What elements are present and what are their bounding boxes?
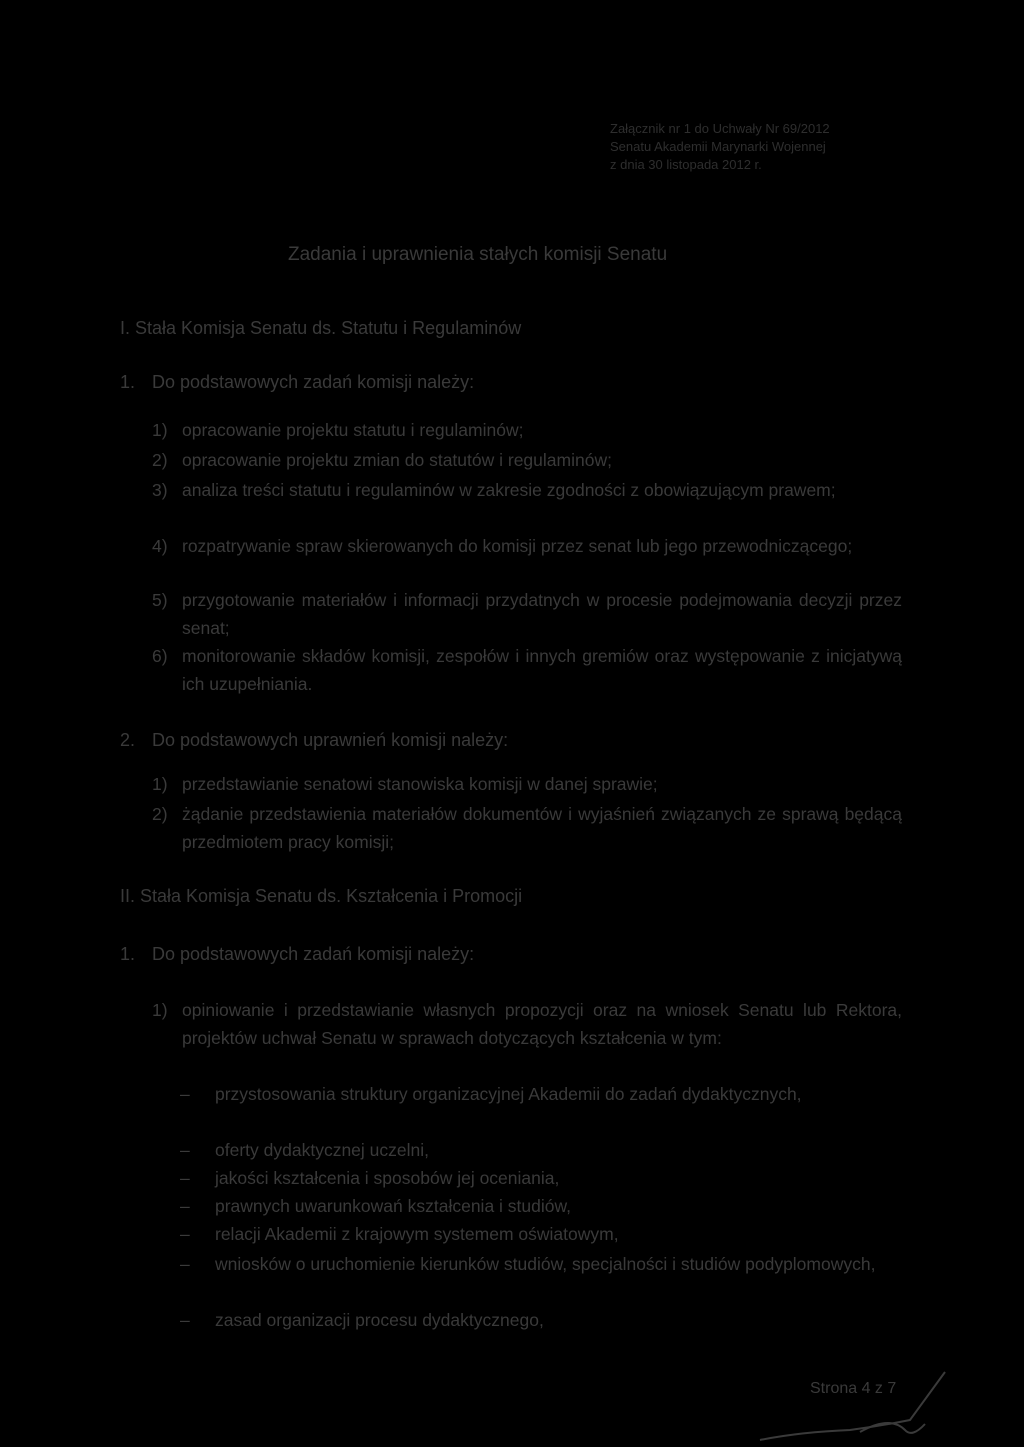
section-1-heading: I. Stała Komisja Senatu ds. Statutu i Regulaminów bbox=[120, 318, 522, 338]
dash-item bbox=[180, 1220, 902, 1248]
dash-item bbox=[180, 1306, 902, 1334]
dash-text: oferty dydaktycznej uczelni, bbox=[215, 1140, 429, 1160]
point-number: 1. bbox=[120, 944, 136, 964]
list-item bbox=[152, 416, 902, 444]
dash-marker: – bbox=[180, 1310, 190, 1330]
dash-item bbox=[180, 1136, 902, 1164]
dash-item bbox=[180, 1192, 902, 1220]
dash-text: jakości kształcenia i sposobów jej oceniania, bbox=[215, 1168, 560, 1188]
item-text: przygotowanie materiałów i informacji przydatnych w procesie podejmowania decyzji przez senat; bbox=[182, 590, 902, 638]
dash-marker: – bbox=[180, 1168, 190, 1188]
list-item bbox=[152, 586, 902, 642]
dash-marker: – bbox=[180, 1084, 190, 1104]
list-item bbox=[152, 996, 902, 1052]
item-text: przedstawianie senatowi stanowiska komisji w danej sprawie; bbox=[182, 774, 658, 794]
dash-item bbox=[180, 1080, 902, 1108]
dash-text: wniosków o uruchomienie kierunków studiów, specjalności i studiów podyplomowych, bbox=[215, 1254, 876, 1274]
item-number: 4) bbox=[152, 536, 168, 556]
item-number: 1) bbox=[152, 420, 168, 440]
item-text: opracowanie projektu statutu i regulaminów; bbox=[182, 420, 524, 440]
item-number: 2) bbox=[152, 450, 168, 470]
section-2-heading: II. Stała Komisja Senatu ds. Kształcenia i Promocji bbox=[120, 886, 523, 906]
point-number: 1. bbox=[120, 372, 136, 392]
list-item bbox=[152, 446, 902, 474]
header-line-3: z dnia 30 listopada 2012 r. bbox=[610, 157, 762, 172]
item-text: rozpatrywanie spraw skierowanych do komisji przez senat lub jego przewodniczącego; bbox=[182, 536, 853, 556]
dash-item bbox=[180, 1250, 902, 1278]
item-text: żądanie przedstawienia materiałów dokumentów i wyjaśnień związanych ze sprawą będącą przedmiotem pracy komisji; bbox=[182, 804, 902, 852]
list-item bbox=[152, 532, 902, 560]
item-number: 6) bbox=[152, 646, 168, 666]
item-number: 1) bbox=[152, 1000, 168, 1020]
attachment-header bbox=[610, 120, 830, 174]
item-text: opracowanie projektu zmian do statutów i regulaminów; bbox=[182, 450, 612, 470]
dash-text: relacji Akademii z krajowym systemem oświatowym, bbox=[215, 1224, 619, 1244]
list-item bbox=[152, 770, 902, 798]
item-text: analiza treści statutu i regulaminów w zakresie zgodności z obowiązującym prawem; bbox=[182, 480, 836, 500]
item-text: monitorowanie składów komisji, zespołów i innych gremiów oraz występowanie z inicjatywą ich uzupełniania. bbox=[182, 646, 902, 694]
header-line-2: Senatu Akademii Marynarki Wojennej bbox=[610, 139, 826, 154]
list-item bbox=[152, 476, 902, 504]
point-text: Do podstawowych uprawnień komisji należy: bbox=[152, 730, 509, 750]
point-text: Do podstawowych zadań komisji należy: bbox=[152, 944, 475, 964]
dash-marker: – bbox=[180, 1196, 190, 1216]
section-1-point-1 bbox=[120, 372, 474, 393]
dash-marker: – bbox=[180, 1254, 190, 1274]
dash-text: przystosowania struktury organizacyjnej Akademii do zadań dydaktycznych, bbox=[215, 1084, 802, 1104]
point-text: Do podstawowych zadań komisji należy: bbox=[152, 372, 475, 392]
dash-marker: – bbox=[180, 1140, 190, 1160]
item-number: 3) bbox=[152, 480, 168, 500]
list-item bbox=[152, 642, 902, 698]
dash-text: zasad organizacji procesu dydaktycznego, bbox=[215, 1310, 544, 1330]
page-number: Strona 4 z 7 bbox=[810, 1380, 897, 1397]
point-number: 2. bbox=[120, 730, 136, 750]
list-item bbox=[152, 800, 902, 856]
section-1-point-2 bbox=[120, 730, 508, 751]
dash-text: prawnych uwarunkowań kształcenia i studiów, bbox=[215, 1196, 572, 1216]
section-2-point-1 bbox=[120, 944, 474, 965]
header-line-1: Załącznik nr 1 do Uchwały Nr 69/2012 bbox=[610, 121, 830, 136]
item-number: 1) bbox=[152, 774, 168, 794]
item-text: opiniowanie i przedstawianie własnych propozycji oraz na wniosek Senatu lub Rektora, projektów uchwał Senatu w sprawach dotyczących kształcenia w tym: bbox=[182, 1000, 902, 1048]
item-number: 5) bbox=[152, 590, 168, 610]
item-number: 2) bbox=[152, 804, 168, 824]
dash-marker: – bbox=[180, 1224, 190, 1244]
signature-scribble bbox=[740, 1360, 960, 1445]
dash-item bbox=[180, 1164, 902, 1192]
document-title: Zadania i uprawnienia stałych komisji Senatu bbox=[288, 244, 668, 265]
